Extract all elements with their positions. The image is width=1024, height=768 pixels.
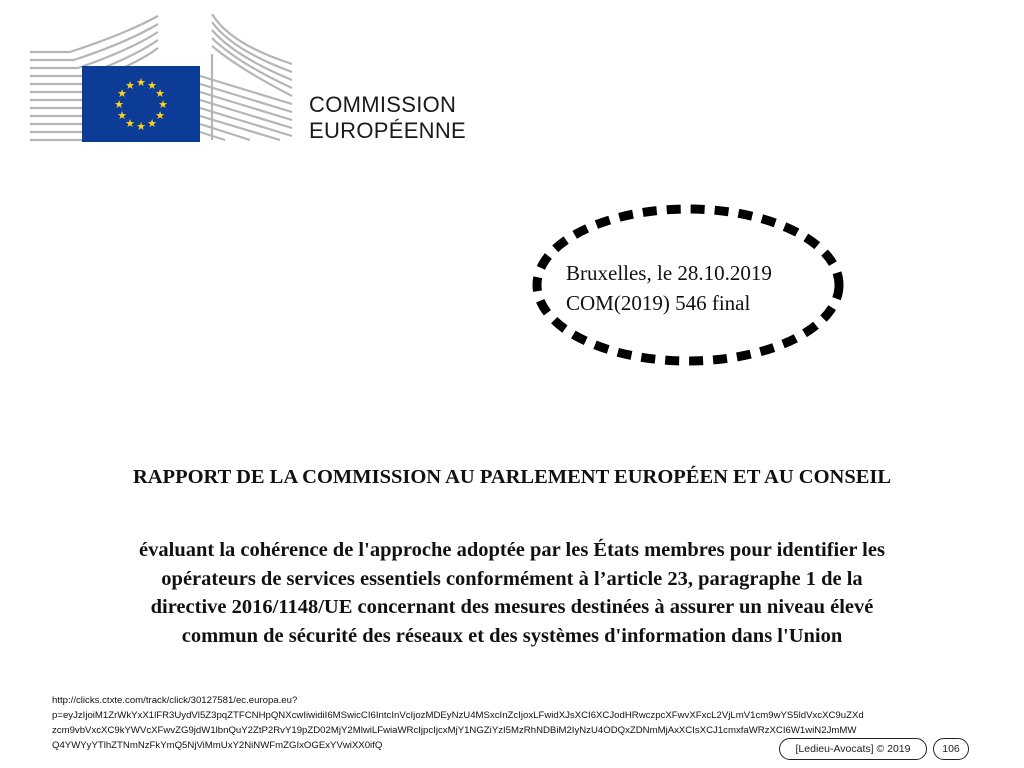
source-url-line[interactable]: zcm9vbVxcXC9kYWVcXFwvZG9jdW1lbnQuY2ZtP2RvY19pZD02MjY2MlwiLFwiaWRcIjpcIjcxMjY1NGZiYzI5MzRhNDBiM2IyNzU4ODQxZDNmMjAxXCIsXCJ1cmxfaWRzXCI6W1wiN2JmMW bbox=[52, 725, 857, 736]
footer-credit-badge: [Ledieu-Avocats] © 2019 bbox=[779, 738, 927, 760]
source-url[interactable] bbox=[52, 693, 864, 753]
subtitle-line: directive 2016/1148/UE concernant des mesures destinées à assurer un niveau élevé bbox=[150, 596, 874, 618]
european-commission-logo bbox=[30, 14, 300, 144]
svg-text:★: ★ bbox=[155, 109, 165, 122]
svg-text:★: ★ bbox=[136, 120, 146, 133]
svg-text:★: ★ bbox=[147, 79, 157, 92]
svg-text:★: ★ bbox=[155, 87, 165, 100]
source-url-line[interactable]: http://clicks.ctxte.com/track/click/30127581/ec.europa.eu? bbox=[52, 695, 298, 706]
source-url-line[interactable]: Q4YWYyYTlhZTNmNzFkYmQ5NjViMmUxY2NiNWFmZGIxOGExYVwiXX0ifQ bbox=[52, 740, 383, 751]
subtitle-line: évaluant la cohérence de l'approche adoptée par les États membres pour identifier les bbox=[139, 539, 885, 561]
source-url-line[interactable]: p=eyJzIjoiM1ZrWkYxX1lFR3UydVl5Z3pqZTFCNHpQNXcwIiwidiI6MSwicCI6IntcInVcIjozMDEyNzU4MSxcInZcIjoxLFwidXJsXCI6XCJodHRwczpcXFwvXFxcL2VjLmV1cm9wYS5ldVxcXC9uZXd bbox=[52, 710, 864, 721]
svg-text:★: ★ bbox=[136, 76, 146, 89]
document-reference bbox=[566, 258, 772, 318]
subtitle-line: commun de sécurité des réseaux et des systèmes d'information dans l'Union bbox=[181, 624, 843, 647]
svg-text:★: ★ bbox=[147, 117, 157, 130]
place-and-date: Bruxelles, le 28.10.2019 bbox=[566, 261, 772, 285]
organization-name-line-2: EUROPÉENNE bbox=[309, 118, 467, 143]
svg-text:★: ★ bbox=[158, 98, 168, 111]
organization-name bbox=[309, 92, 466, 144]
document-code: COM(2019) 546 final bbox=[566, 291, 751, 315]
page-number-badge: 106 bbox=[933, 738, 969, 760]
report-subtitle bbox=[0, 536, 1024, 650]
svg-text:★: ★ bbox=[125, 117, 135, 130]
svg-text:★: ★ bbox=[117, 109, 127, 122]
svg-text:★: ★ bbox=[125, 79, 135, 92]
subtitle-line: opérateurs de services essentiels conformément à l’article 23, paragraphe 1 de la bbox=[161, 567, 863, 590]
organization-name-line-1: COMMISSION bbox=[309, 92, 457, 117]
report-title: RAPPORT DE LA COMMISSION AU PARLEMENT EUROPÉEN ET AU CONSEIL bbox=[132, 466, 892, 488]
svg-text:★: ★ bbox=[114, 98, 124, 111]
svg-text:★: ★ bbox=[117, 87, 127, 100]
building-lines-right bbox=[200, 14, 292, 140]
